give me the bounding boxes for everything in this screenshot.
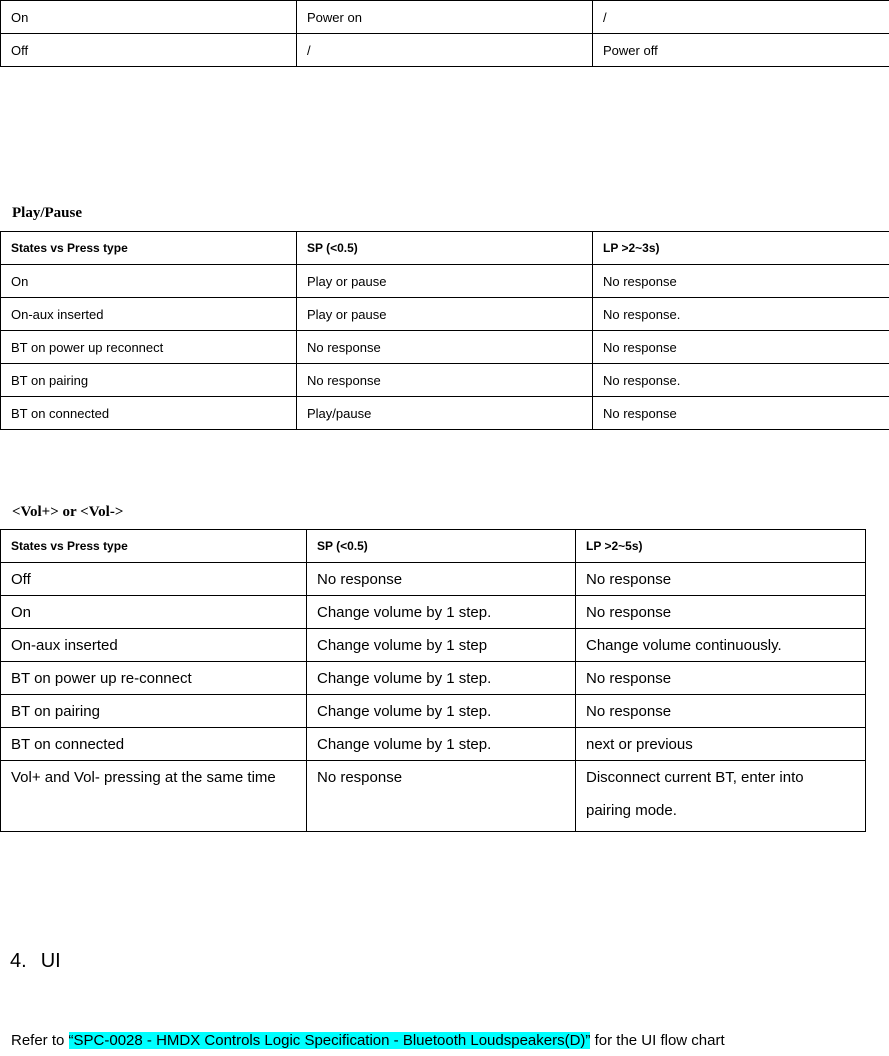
table-row (1, 629, 866, 662)
table-row (1, 265, 889, 298)
section-title: UI (40, 950, 61, 972)
table-cell: No response (576, 662, 866, 695)
table-header-cell: States vs Press type (1, 232, 297, 265)
table-cell: No response (593, 397, 889, 430)
table-row (1, 662, 866, 695)
volume-table (0, 529, 866, 832)
table-row (1, 728, 866, 761)
vol-minus-heading: <Vol-> (80, 504, 124, 520)
table-cell: BT on power up reconnect (1, 331, 297, 364)
table-row (1, 397, 889, 430)
table-row (1, 695, 866, 728)
table-cell: No response (593, 265, 889, 298)
table-cell: BT on power up re-connect (1, 662, 307, 695)
play-pause-table (0, 231, 889, 430)
table-row (1, 596, 866, 629)
play-pause-heading (12, 205, 82, 222)
reference-paragraph (11, 1026, 725, 1056)
volume-heading (12, 504, 123, 521)
power-table (0, 0, 889, 67)
table-row (1, 364, 889, 397)
table-cell: On (1, 1, 297, 34)
table-cell: Change volume by 1 step. (307, 695, 576, 728)
table-cell: On (1, 596, 307, 629)
table-row (1, 34, 889, 67)
refer-suffix: for the UI flow chart (590, 1032, 725, 1049)
table-row (1, 1, 889, 34)
vol-plus-heading: <Vol+> (12, 504, 59, 520)
table-cell: Change volume by 1 step. (307, 662, 576, 695)
table-cell: Change volume by 1 step. (307, 596, 576, 629)
section-heading (10, 950, 61, 973)
table-cell: Change volume by 1 step (307, 629, 576, 662)
table-cell: Change volume by 1 step. (307, 728, 576, 761)
table-cell: Power off (593, 34, 889, 67)
table-header-cell: LP >2~3s) (593, 232, 889, 265)
table-cell: No response (576, 695, 866, 728)
table-cell: No response. (593, 364, 889, 397)
table-cell: On-aux inserted (1, 298, 297, 331)
table-cell-multiline (576, 761, 866, 832)
section-number: 4. (10, 950, 27, 972)
table-cell: BT on connected (1, 397, 297, 430)
table-cell: Play or pause (297, 298, 593, 331)
table-cell: No response (307, 563, 576, 596)
table-row (1, 331, 889, 364)
table-cell: On (1, 265, 297, 298)
heading-or: or (58, 504, 81, 520)
table-cell: No response. (593, 298, 889, 331)
table-cell: No response (297, 364, 593, 397)
table-cell: On-aux inserted (1, 629, 307, 662)
play-pause-heading-text: Play/Pause (12, 205, 82, 221)
table-cell: No response (576, 596, 866, 629)
table-header-cell: SP (<0.5) (307, 530, 576, 563)
table-cell: / (297, 34, 593, 67)
table-cell: Play/pause (297, 397, 593, 430)
table-header-cell: States vs Press type (1, 530, 307, 563)
table-cell: Power on (297, 1, 593, 34)
table-cell: No response (593, 331, 889, 364)
table-header-row (1, 232, 889, 265)
table-row (1, 761, 866, 832)
table-cell: Play or pause (297, 265, 593, 298)
cell-line: Disconnect current BT, enter into (586, 769, 804, 786)
table-header-row (1, 530, 866, 563)
table-cell: / (593, 1, 889, 34)
table-cell: BT on connected (1, 728, 307, 761)
table-header-cell: SP (<0.5) (297, 232, 593, 265)
table-cell: Vol+ and Vol- pressing at the same time (1, 761, 307, 832)
table-cell: BT on pairing (1, 695, 307, 728)
table-cell: Off (1, 34, 297, 67)
table-header-cell: LP >2~5s) (576, 530, 866, 563)
table-cell: Change volume continuously. (576, 629, 866, 662)
table-cell: Off (1, 563, 307, 596)
table-cell: next or previous (576, 728, 866, 761)
table-cell: No response (307, 761, 576, 832)
table-cell: No response (297, 331, 593, 364)
table-cell: BT on pairing (1, 364, 297, 397)
table-row (1, 563, 866, 596)
cell-line: pairing mode. (586, 802, 677, 819)
table-row (1, 298, 889, 331)
refer-prefix: Refer to (11, 1032, 69, 1049)
highlighted-reference: “SPC-0028 - HMDX Controls Logic Specification - Bluetooth Loudspeakers(D)” (68, 1032, 591, 1049)
table-cell: No response (576, 563, 866, 596)
